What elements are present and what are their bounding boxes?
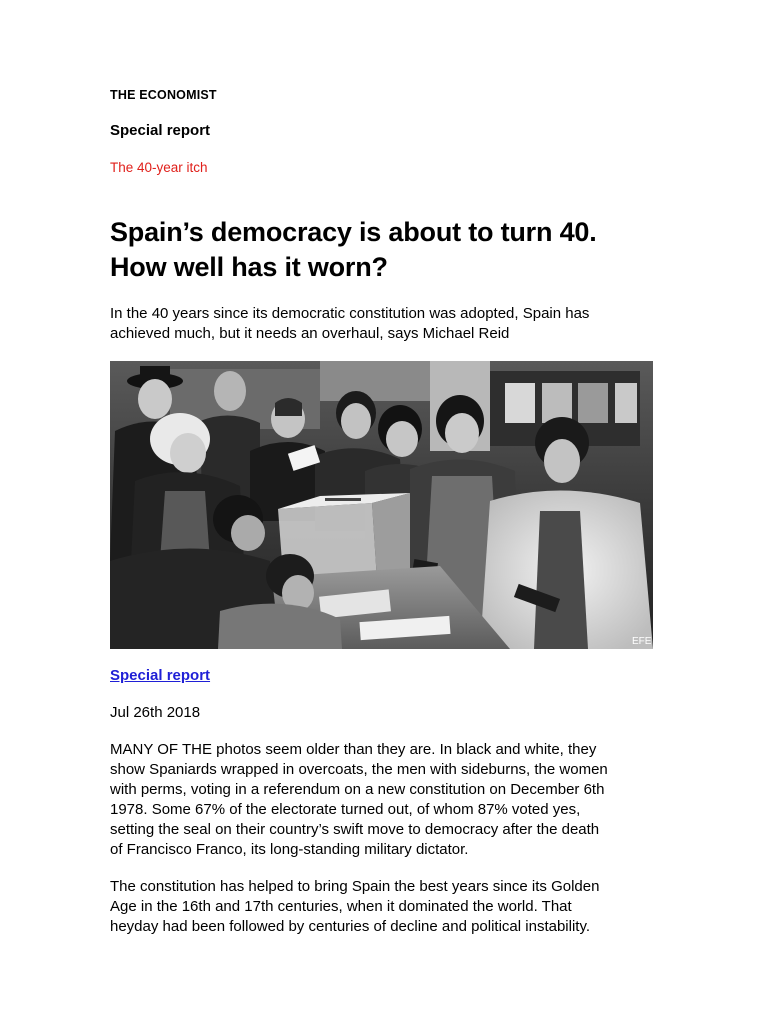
body-paragraph-2 [110, 877, 658, 937]
headline-line-1: Spain’s democracy is about to turn 40. [110, 217, 597, 247]
referendum-photo [110, 361, 653, 649]
body-paragraph-1 [110, 740, 658, 860]
publish-date: Jul 26th 2018 [110, 704, 201, 721]
rubric: The 40-year itch [110, 160, 208, 175]
paragraph-line: Age in the 16th and 17th centuries, when it dominated the world. That [110, 898, 572, 915]
publication-name: THE ECONOMIST [110, 88, 217, 102]
paragraph-line: show Spaniards wrapped in overcoats, the men with sideburns, the women [110, 761, 608, 778]
paragraph-line: setting the seal on their country’s swift move to democracy after the death [110, 821, 600, 838]
standfirst-line-2: achieved much, but it needs an overhaul, says Michael Reid [110, 325, 510, 342]
paragraph-line: MANY OF THE photos seem older than they are. In black and white, they [110, 741, 597, 758]
special-report-link[interactable]: Special report [110, 667, 211, 684]
headline [110, 215, 658, 285]
section-label: Special report [110, 122, 211, 139]
standfirst-line-1: In the 40 years since its democratic constitution was adopted, Spain has [110, 305, 590, 322]
paragraph-line: The constitution has helped to bring Spain the best years since its Golden [110, 878, 600, 895]
headline-line-2: How well has it worn? [110, 252, 388, 282]
paragraph-line: heyday had been followed by centuries of decline and political instability. [110, 918, 591, 935]
paragraph-line: 1978. Some 67% of the electorate turned out, of whom 87% voted yes, [110, 801, 581, 818]
photo-credit: EFE [632, 636, 652, 647]
paragraph-line: of Francisco Franco, its long-standing military dictator. [110, 841, 469, 858]
standfirst [110, 304, 658, 344]
paragraph-line: with perms, voting in a referendum on a new constitution on December 6th [110, 781, 605, 798]
